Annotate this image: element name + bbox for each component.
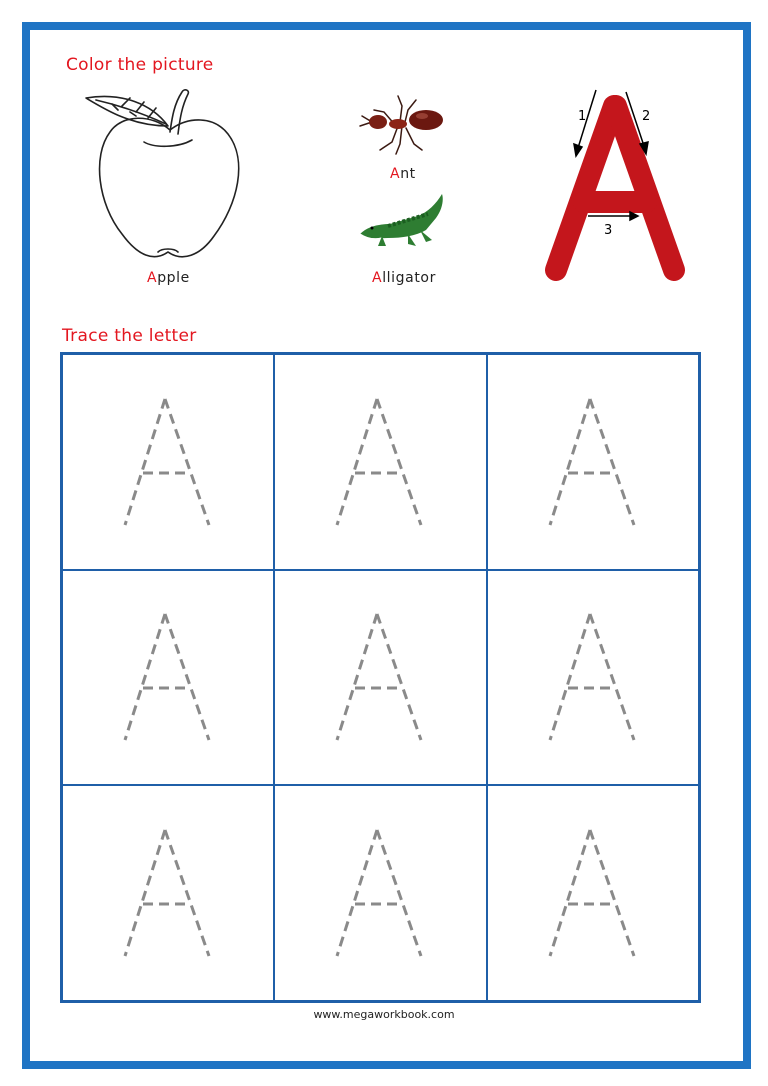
dashed-letter-icon xyxy=(123,610,213,744)
dashed-letter-icon xyxy=(335,395,425,529)
stroke-step-2: 2 xyxy=(642,109,651,124)
dashed-letter-icon xyxy=(335,826,425,960)
footer-url: www.megaworkbook.com xyxy=(313,1008,455,1021)
dashed-letter-icon xyxy=(548,395,638,529)
stroke-order-letter xyxy=(540,86,690,282)
dashed-letter-icon xyxy=(123,395,213,529)
trace-cell[interactable] xyxy=(487,570,699,786)
dashed-letter-icon xyxy=(123,826,213,960)
trace-cell[interactable] xyxy=(62,785,274,1001)
stroke-step-3: 3 xyxy=(604,223,613,238)
apple-outline-icon xyxy=(82,84,254,264)
alligator-icon xyxy=(358,190,448,248)
dashed-letter-icon xyxy=(548,610,638,744)
ant-caption: Ant xyxy=(390,166,416,182)
trace-cell[interactable] xyxy=(487,354,699,570)
trace-cell[interactable] xyxy=(62,354,274,570)
trace-cell[interactable] xyxy=(62,570,274,786)
trace-grid xyxy=(60,352,701,1003)
dashed-letter-icon xyxy=(335,610,425,744)
alligator-caption: Alligator xyxy=(372,270,436,286)
color-heading: Color the picture xyxy=(66,55,214,75)
trace-cell[interactable] xyxy=(274,785,486,1001)
apple-caption: Apple xyxy=(147,270,190,286)
trace-cell[interactable] xyxy=(487,785,699,1001)
stroke-step-1: 1 xyxy=(578,109,587,124)
ant-icon xyxy=(356,92,448,156)
trace-cell[interactable] xyxy=(274,354,486,570)
trace-cell[interactable] xyxy=(274,570,486,786)
dashed-letter-icon xyxy=(548,826,638,960)
trace-heading: Trace the letter xyxy=(62,326,197,346)
